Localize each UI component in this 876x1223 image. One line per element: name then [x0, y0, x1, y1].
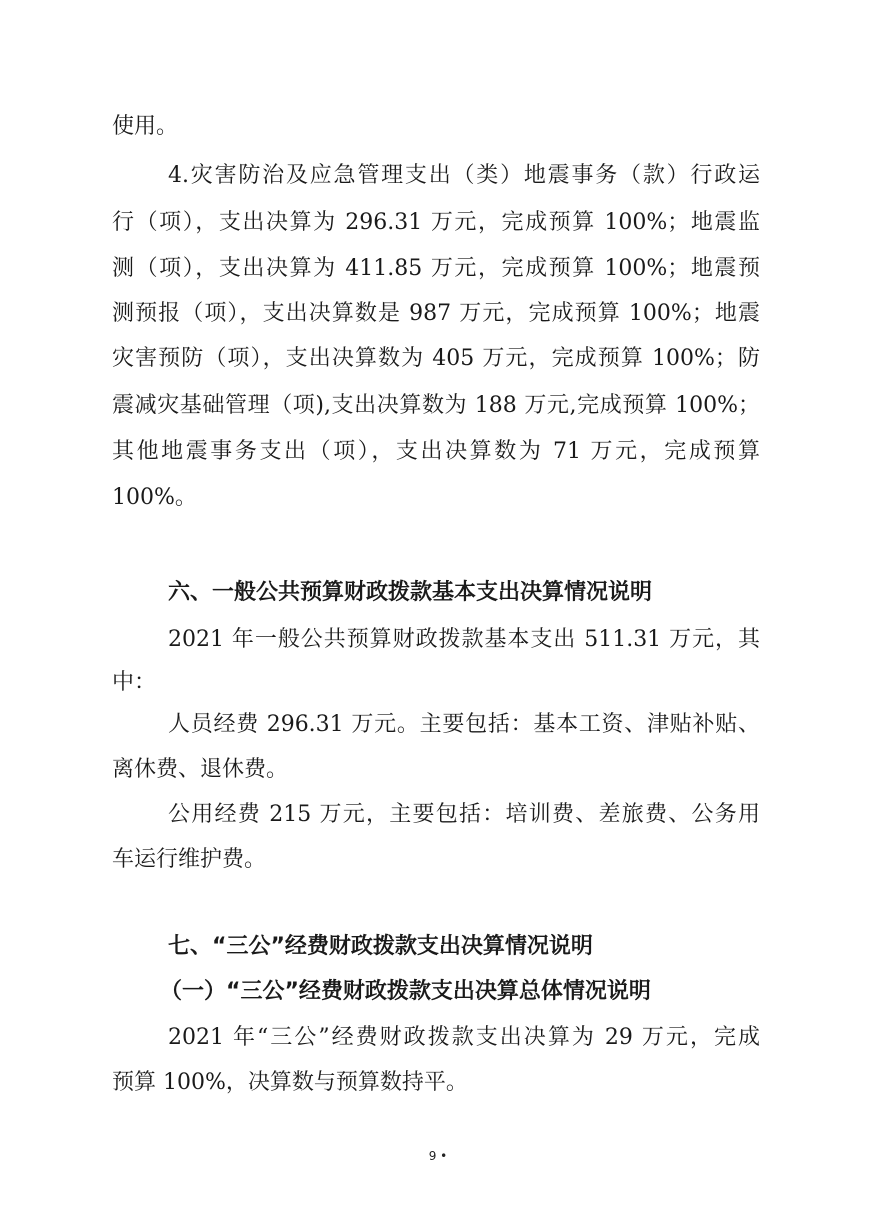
- paragraph-line: 100%。: [112, 485, 197, 510]
- paragraph-line: 震减灾基础管理（项),支出决算数为 188 万元,完成预算 100%；: [112, 393, 760, 418]
- paragraph-line: 预算 100%，决算数与预算数持平。: [112, 1070, 468, 1095]
- paragraph-line: 中：: [112, 670, 157, 695]
- paragraph-line: 人员经费 296.31 万元。主要包括：基本工资、津贴补贴、: [168, 712, 760, 737]
- paragraph-line: 其他地震事务支出（项），支出决算数为 71 万元，完成预算: [112, 439, 760, 464]
- paragraph-line: 灾害预防（项），支出决算数为 405 万元，完成预算 100%；防: [112, 346, 760, 371]
- paragraph-line: 测预报（项），支出决算数是 987 万元，完成预算 100%；地震: [112, 301, 760, 326]
- paragraph-line: 行（项），支出决算为 296.31 万元，完成预算 100%；地震监: [112, 210, 760, 235]
- section-heading-6: 六、一般公共预算财政拨款基本支出决算情况说明: [168, 580, 653, 605]
- paragraph-line: 2021 年一般公共预算财政拨款基本支出 511.31 万元，其: [168, 627, 760, 652]
- paragraph-line: 公用经费 215 万元，主要包括：培训费、差旅费、公务用: [168, 802, 760, 827]
- paragraph-line: 车运行维护费。: [112, 847, 267, 872]
- paragraph-line: 离休费、退休费。: [112, 757, 289, 782]
- section-heading-7: 七、“三公”经费财政拨款支出决算情况说明: [168, 934, 593, 959]
- paragraph-line: 2021 年“三公”经费财政拨款支出决算为 29 万元，完成: [168, 1025, 760, 1050]
- paragraph-line: 使用。: [112, 114, 179, 139]
- paragraph-line: 4.灾害防治及应急管理支出（类）地震事务（款）行政运: [168, 163, 760, 188]
- subsection-heading-1: （一）“三公”经费财政拨款支出决算总体情况说明: [160, 979, 651, 1004]
- paragraph-line: 测（项），支出决算为 411.85 万元，完成预算 100%；地震预: [112, 256, 760, 281]
- page-number: 9 •: [428, 1149, 448, 1163]
